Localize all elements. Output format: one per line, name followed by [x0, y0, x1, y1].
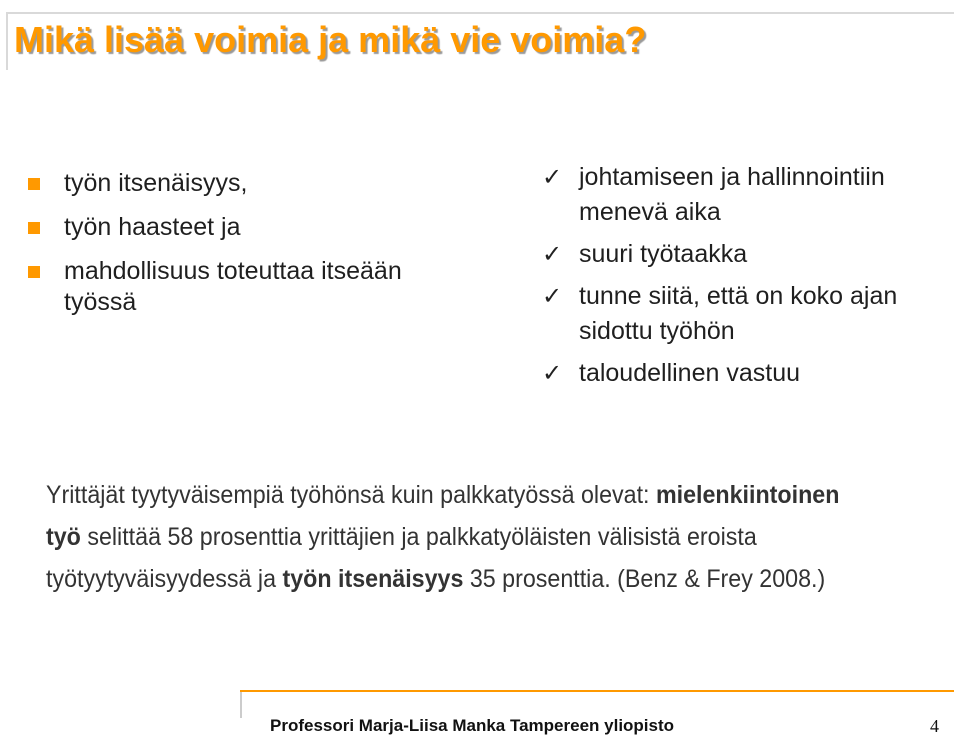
checkmark-icon: ✓ — [542, 282, 563, 310]
checkmark-icon: ✓ — [542, 163, 563, 191]
summary-paragraph — [46, 474, 864, 600]
negative-factors-list — [540, 160, 940, 398]
list-item — [26, 256, 466, 318]
positive-factors-list — [26, 168, 466, 331]
list-item — [540, 279, 940, 349]
list-item-label: työn itsenäisyys, — [64, 169, 248, 197]
list-item — [540, 356, 940, 391]
list-item — [540, 160, 940, 230]
page-number: 4 — [930, 716, 939, 736]
paragraph-text: 35 prosenttia. (Benz & Frey 2008.) — [463, 565, 826, 593]
list-item — [540, 237, 940, 272]
list-item-label: työn haasteet ja — [64, 213, 241, 241]
paragraph-text: selittää 58 prosenttia yrittäjien ja palkkatyöläisten välisistä eroista työtyytyväisyydessä ja — [46, 523, 757, 593]
footer-divider — [240, 690, 954, 692]
square-bullet-icon — [28, 222, 40, 234]
checkmark-icon: ✓ — [542, 359, 563, 387]
list-item-label: mahdollisuus toteuttaa itseään työssä — [64, 257, 402, 316]
paragraph-text: Yrittäjät tyytyväisempiä työhönsä kuin palkkatyössä olevat: — [46, 481, 656, 509]
title-frame-top-line — [6, 12, 954, 14]
list-item-label: johtamiseen ja hallinnointiin menevä aika — [579, 163, 885, 226]
paragraph-bold-text: työn itsenäisyys — [282, 565, 464, 593]
footer-divider-tick — [240, 692, 242, 718]
list-item — [26, 212, 466, 243]
title-frame-left-line — [6, 12, 8, 70]
list-item-label: tunne siitä, että on koko ajan sidottu työhön — [579, 282, 898, 345]
list-item — [26, 168, 466, 199]
list-item-label: suuri työtaakka — [579, 240, 748, 268]
footer-author: Professori Marja-Liisa Manka Tampereen yliopisto — [270, 716, 675, 735]
list-item-label: taloudellinen vastuu — [579, 359, 800, 387]
square-bullet-icon — [28, 178, 40, 190]
slide-title: Mikä lisää voimia ja mikä vie voimia? — [14, 19, 647, 60]
square-bullet-icon — [28, 266, 40, 278]
paragraph-bold-text: mielenkiintoinen työ — [46, 481, 840, 551]
checkmark-icon: ✓ — [542, 240, 563, 268]
